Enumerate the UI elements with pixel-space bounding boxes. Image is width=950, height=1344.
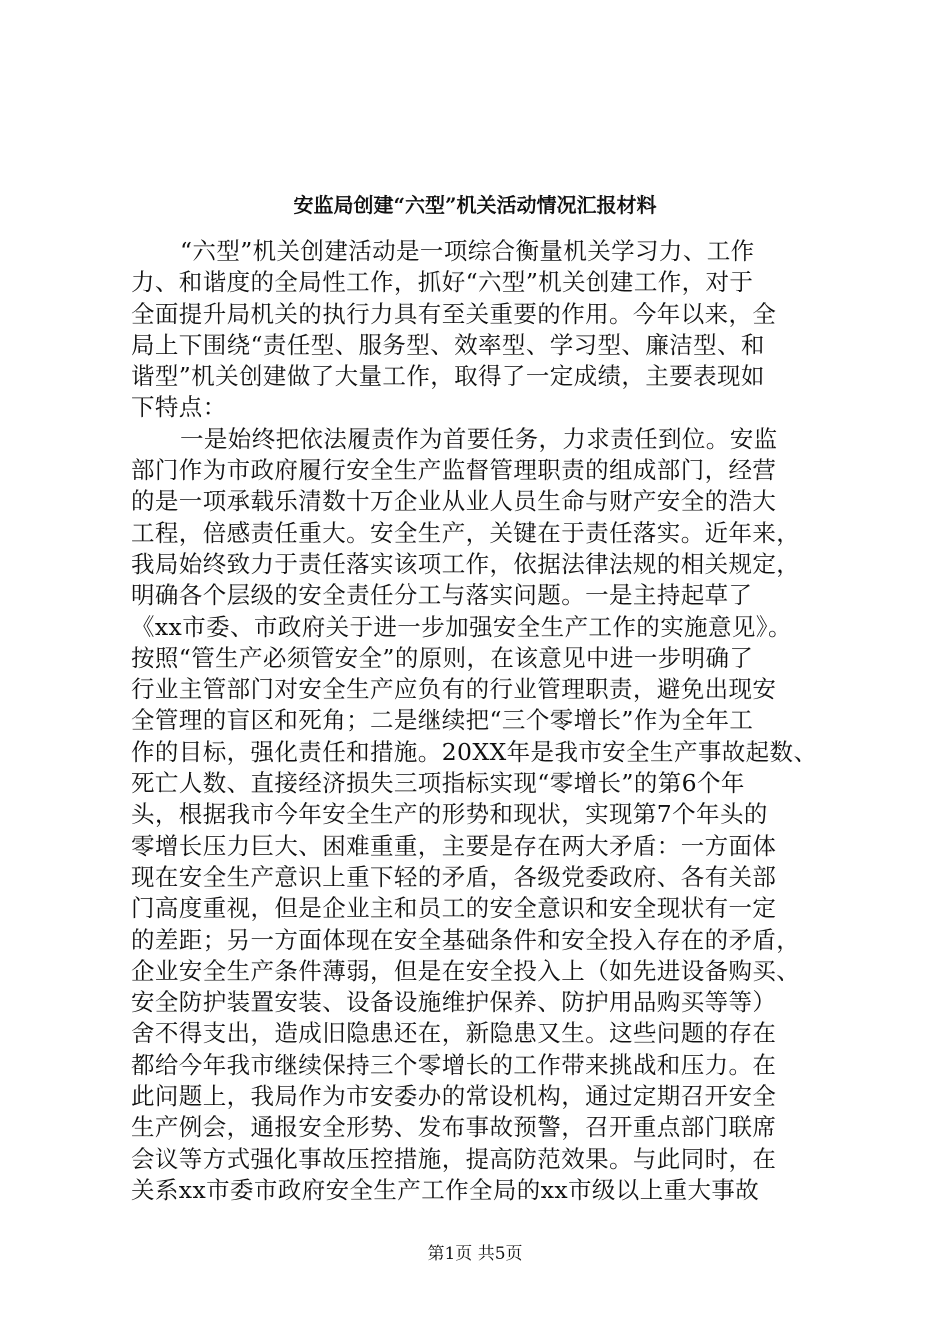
paragraph-line: 谐型”机关创建做了大量工作，取得了一定成绩，主要表现如: [131, 362, 765, 391]
paragraph-line: 的差距；另一方面体现在安全基础条件和安全投入存在的矛盾，: [131, 925, 801, 954]
paragraph-line: 的是一项承载乐清数十万企业从业人员生命与财产安全的浩大: [131, 487, 777, 516]
document-body: [131, 236, 831, 1206]
paragraph-line: 行业主管部门对安全生产应负有的行业管理职责，避免出现安: [131, 675, 777, 704]
paragraph-line: 《xx市委、市政府关于进一步加强安全生产工作的实施意见》。: [131, 612, 792, 641]
paragraph-line: 一是始终把依法履责作为首要任务，力求责任到位。安监: [180, 424, 778, 453]
paragraph-line: 全管理的盲区和死角；二是继续把“三个零增长”作为全年工: [131, 706, 754, 735]
paragraph-line: 力、和谐度的全局性工作，抓好“六型”机关创建工作，对于: [131, 268, 754, 297]
paragraph-line: 门高度重视，但是企业主和员工的安全意识和安全现状有一定: [131, 894, 777, 923]
paragraph-line: 头，根据我市今年安全生产的形势和现状，实现第7个年头的: [131, 800, 768, 829]
paragraph-line: 会议等方式强化事故压控措施，提高防范效果。与此同时，在: [131, 1144, 777, 1173]
paragraph-line: 全面提升局机关的执行力具有至关重要的作用。今年以来，全: [131, 299, 777, 328]
paragraph-line: 关系xx市委市政府安全生产工作全局的xx市级以上重大事故: [131, 1175, 760, 1204]
paragraph-line: 局上下围绕“责任型、服务型、效率型、学习型、廉洁型、和: [131, 330, 765, 359]
paragraph-line: 明确各个层级的安全责任分工与落实问题。一是主持起草了: [131, 581, 753, 610]
paragraph-line: 作的目标，强化责任和措施。20XX年是我市安全生产事故起数、: [131, 737, 818, 766]
paragraph-line: 现在安全生产意识上重下轻的矛盾，各级党委政府、各有关部: [131, 862, 777, 891]
paragraph-line: 都给今年我市继续保持三个零增长的工作带来挑战和压力。在: [131, 1050, 777, 1079]
paragraph-line: 安全防护装置安装、设备设施维护保养、防护用品购买等等）: [131, 988, 777, 1017]
paragraph-line: 按照“管生产必须管安全”的原则，在该意见中进一步明确了: [131, 643, 754, 672]
paragraph-line: 此问题上，我局作为市安委办的常设机构，通过定期召开安全: [131, 1082, 777, 1111]
paragraph-line: 零增长压力巨大、困难重重，主要是存在两大矛盾：一方面体: [131, 831, 777, 860]
paragraph-line: 死亡人数、直接经济损失三项指标实现“零增长”的第6个年: [131, 769, 745, 798]
page-number: 第1页 共5页: [427, 1244, 523, 1264]
paragraph-line: 工程，倍感责任重大。安全生产，关键在于责任落实。近年来，: [131, 518, 801, 547]
paragraph-line: 下特点：: [131, 393, 227, 422]
paragraph-line: 企业安全生产条件薄弱，但是在安全投入上（如先进设备购买、: [131, 956, 801, 985]
document-title: 安监局创建“六型”机关活动情况汇报材料: [293, 193, 657, 217]
paragraph-line: 我局始终致力于责任落实该项工作，依据法律法规的相关规定，: [131, 549, 801, 578]
paragraph-line: 生产例会，通报安全形势、发布事故预警，召开重点部门联席: [131, 1113, 777, 1142]
paragraph-line: 部门作为市政府履行安全生产监督管理职责的组成部门，经营: [131, 456, 777, 485]
paragraph-line: “六型”机关创建活动是一项综合衡量机关学习力、工作: [180, 237, 755, 265]
paragraph-line: 舍不得支出，造成旧隐患还在，新隐患又生。这些问题的存在: [131, 1019, 777, 1048]
